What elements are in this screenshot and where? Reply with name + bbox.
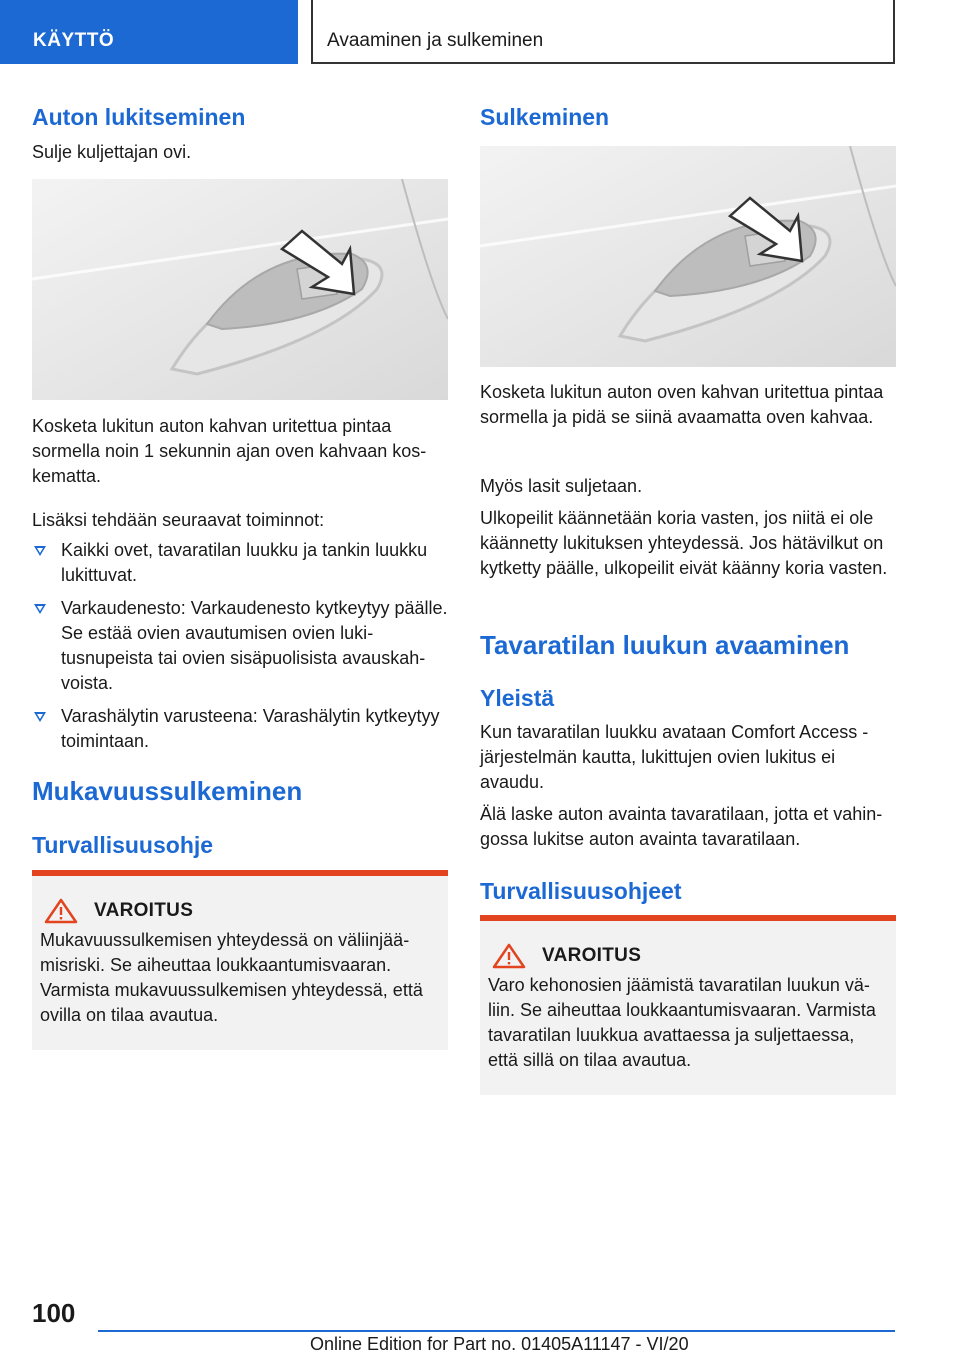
paragraph-mirrors: Ulkopeilit käännetään koria vasten, jos niitä ei ole käännetty lukituksen yhteydessä. Jos hätävilkut on kytketty päälle, ulkopeilit eivät käänny koria vasten. [480, 508, 888, 578]
heading-turvallisuusohje: Turvallisuusohje [32, 832, 214, 858]
page-number: 100 [32, 1298, 76, 1328]
paragraph-touch-handle: Kosketa lukitun auton kahvan uritettua pintaa sormella noin 1 sekunnin ajan oven kahvaan koskematta. [32, 416, 427, 486]
chapter-title: Avaaminen ja sulkeminen [311, 0, 895, 64]
door-handle-arrow-icon [32, 179, 448, 400]
heading-sulkeminen: Sulkeminen [480, 104, 610, 130]
warning-triangle-icon [44, 898, 78, 924]
warning-text: Varo kehonosien jäämistä tavaratilan luukun väliin. Se aiheuttaa loukkaantumisvaaran. Varmista tavaratilan luukkua avattaessa ja suljettaessa, että sillä on tilaa avautua. [488, 975, 876, 1070]
paragraph-windows: Myös lasit suljetaan. [480, 476, 643, 496]
list-item: Varashälytin varusteena: Varashälytin kytkeytyy toimintaan. [32, 704, 448, 754]
section-tab: KÄYTTÖ [0, 0, 298, 64]
door-handle-arrow-icon [480, 146, 896, 367]
door-handle-image [480, 146, 896, 367]
warning-title: VAROITUS [542, 945, 642, 966]
warning-box [480, 915, 896, 1095]
footer-divider [98, 1330, 895, 1332]
paragraph-also-functions: Lisäksi tehdään seuraavat toiminnot: [32, 510, 325, 530]
warning-triangle-icon [492, 943, 526, 969]
list-item: Kaikki ovet, tavaratilan luukku ja tankin luukku lukittuvat. [32, 538, 448, 588]
list-item: Varkaudenesto: Varkaudenesto kytkeytyy päälle. Se estää ovien avautumisen ovien lukitusnupeista tai ovien sisäpuolisista avauskahvoista. [32, 596, 448, 696]
heading-auton-lukitseminen: Auton lukitseminen [32, 104, 246, 130]
warning-text: Mukavuussulkemisen yhteydessä on väliinjäämisriski. Se aiheuttaa loukkaantumisvaaran. Varmista mukavuussulkemisen yhteydessä, että ovilla on tilaa avautua. [40, 930, 423, 1025]
triangle-bullet-icon [34, 712, 46, 722]
triangle-bullet-icon [34, 546, 46, 556]
heading-mukavuussulkeminen: Mukavuussulkeminen [32, 776, 303, 806]
paragraph-touch-handle: Kosketa lukitun auton oven kahvan uritettua pintaa sormella ja pidä se siinä avaamatta oven kahvaa. [480, 382, 884, 427]
paragraph-general-1: Kun tavaratilan luukku avataan Comfort Access -järjestelmän kautta, lukittujen ovien lukitus ei avaudu. [480, 722, 869, 792]
paragraph-close-door: Sulje kuljettajan ovi. [32, 142, 192, 162]
warning-box [32, 870, 448, 1050]
heading-yleista: Yleistä [480, 685, 555, 711]
footer-edition: Online Edition for Part no. 01405A11147 - VI/20 [310, 1334, 689, 1354]
door-handle-image [32, 179, 448, 400]
warning-title: VAROITUS [94, 900, 194, 921]
heading-turvallisuusohjeet: Turvallisuusohjeet [480, 878, 682, 904]
triangle-bullet-icon [34, 604, 46, 614]
heading-tavaratilan-luukun-avaaminen: Tavaratilan luukun avaaminen [480, 630, 850, 660]
paragraph-general-2: Älä laske auton avainta tavaratilaan, jotta et vahingossa lukitse auton avainta tavaratilaan. [480, 804, 883, 849]
